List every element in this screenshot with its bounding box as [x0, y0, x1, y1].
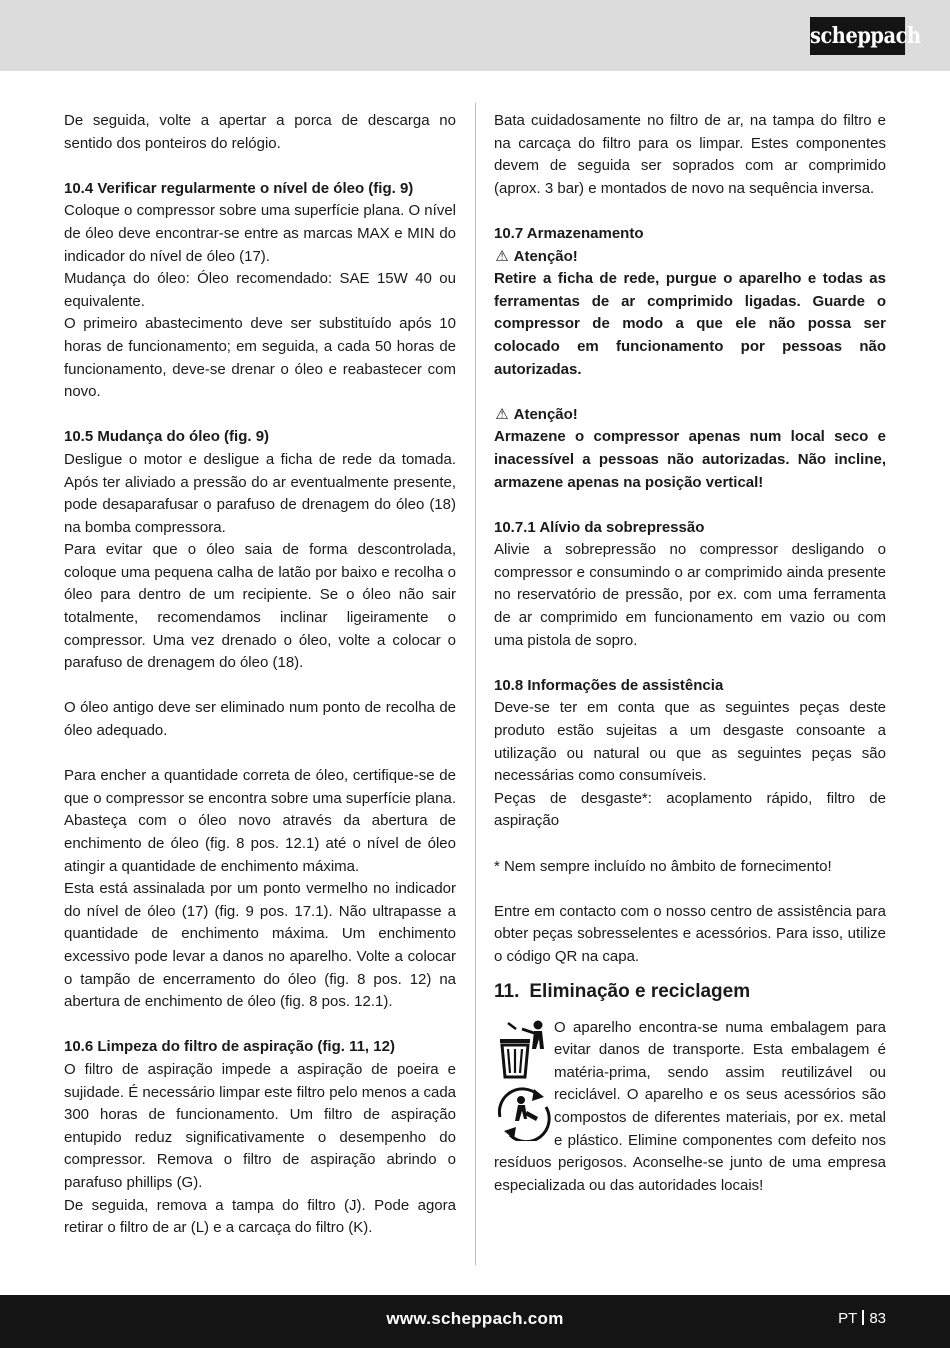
paragraph: Para encher a quantidade correta de óleo, certifique-se de que o compressor se encontra sobre uma superfície plana. Abasteça com o óleo novo através da abertura de enchimento de óleo (fig. 8 pos. 12.1) até o nível de óleo atingir a quantidade de enchimento máxima. — [64, 767, 456, 875]
language-code: PT — [838, 1310, 858, 1327]
section-heading: 10.4 Verificar regularmente o nível de óleo (fig. 9) — [64, 179, 414, 197]
warning-label-text: Atenção! — [513, 247, 578, 265]
section-heading: 10.5 Mudança do óleo (fig. 9) — [64, 428, 270, 446]
disposal-icons — [494, 1017, 554, 1149]
paragraph: O primeiro abastecimento deve ser substituído após 10 horas de funcionamento; em seguida, a cada 50 horas de funcionamento, deve-se drenar o óleo e reabastecer com novo. — [64, 315, 456, 401]
paragraph: Mudança do óleo: Óleo recomendado: SAE 15W 40 ou equivalente. — [64, 270, 456, 310]
section-heading: 10.8 Informações de assistência — [494, 676, 724, 694]
page-footer — [0, 1295, 950, 1348]
paragraph: Peças de desgaste*: acoplamento rápido, filtro de aspiração — [494, 789, 886, 830]
warning-text: Armazene o compressor apenas num local seco e inacessível a pessoas não autorizadas. Não incline, armazene apenas na posição vertical! — [494, 428, 886, 491]
warning-label — [494, 246, 886, 269]
trash-bin-icon — [494, 1019, 550, 1081]
paragraph: De seguida, remova a tampa do filtro (J). Pode agora retirar o filtro de ar (L) e a carcaça do filtro (K). — [64, 1196, 456, 1237]
page-header — [0, 0, 950, 71]
warning-label — [494, 404, 886, 427]
paragraph: Entre em contacto com o nosso centro de assistência para obter peças sobresselentes e acessórios. Para isso, utilize o código QR na capa. — [494, 902, 886, 965]
page-number — [838, 1310, 886, 1327]
left-column — [64, 110, 456, 1240]
paragraph: O óleo antigo deve ser eliminado num ponto de recolha de óleo adequado. — [64, 699, 456, 740]
paragraph: De seguida, volte a apertar a porca de descarga no sentido dos ponteiros do relógio. — [64, 112, 456, 152]
chapter-title-text: Eliminação e reciclagem — [529, 980, 751, 1002]
page-number-value: 83 — [869, 1310, 886, 1327]
paragraph: Bata cuidadosamente no filtro de ar, na tampa do filtro e na carcaça do filtro para os limpar. Estes componentes devem de seguida ser soprados com ar comprimido (aprox. 3 bar) e montados de novo na sequência inversa. — [494, 112, 886, 197]
paragraph: Alivie a sobrepressão no compressor desligando o compressor e consumindo o ar comprimido ainda presente no reservatório de pressão, por ex. com uma ferramenta de ar comprimido em funcionamento em vazio ou com uma pistola de sopro. — [494, 541, 886, 649]
warning-label-text: Atenção! — [513, 405, 578, 423]
disposal-section — [494, 1017, 886, 1198]
brand-logo: scheppach — [810, 17, 905, 55]
section-heading: 10.6 Limpeza do filtro de aspiração (fig. 11, 12) — [64, 1038, 395, 1056]
paragraph: O filtro de aspiração impede a aspiração de poeira e sujidade. É necessário limpar este filtro pelo menos a cada 300 horas de funcionamento. Um filtro de aspiração entupido reduz significativamente o desempenho do compressor. Remova o filtro de aspiração abrindo o parafuso phillips (G). — [64, 1060, 456, 1191]
paragraph: O aparelho encontra-se numa embalagem para evitar danos de transporte. Esta embalagem é matéria-prima, sendo assim reutilizável ou reciclável. O aparelho e os seus acessórios são compostos de diferentes materiais, por ex. metal e plástico. Elimine componentes com defeito nos resíduos perigosos. Aconselhe-se junto de uma empresa especializada ou das autoridades locais! — [494, 1018, 886, 1194]
paragraph: Coloque o compressor sobre uma superfície plana. O nível de óleo deve encontrar-se entre as marcas MAX e MIN do indicador do nível de óleo (17). — [64, 202, 456, 265]
footnote: * Nem sempre incluído no âmbito de fornecimento! — [494, 857, 832, 875]
paragraph: Esta está assinalada por um ponto vermelho no indicador do nível de óleo (17) (fig. 9 pos. 17.1). Não ultrapasse a quantidade de enchimento máxima. Um enchimento excessivo pode levar a danos no aparelho. Volte a colocar o tampão de encerramento do óleo (fig. 8 pos. 12) na abertura de enchimento de óleo (fig. 8 pos. 12.1). — [64, 880, 456, 1011]
paragraph: Desligue o motor e desligue a ficha de rede da tomada. Após ter aliviado a pressão do ar eventualmente presente, pode desaparafusar o parafuso de drenagem do óleo (18) na bomba compressora. — [64, 450, 456, 536]
warning-triangle-icon: ⚠ — [495, 405, 509, 423]
paragraph: Para evitar que o óleo saia de forma descontrolada, coloque uma pequena calha de latão por baixo e recolha o óleo para dentro de um recipiente. Se o óleo não sair totalmente, recomendamos inclinar ligeiramente o compressor. Uma vez drenado o óleo, volte a colocar o parafuso de drenagem do óleo (18). — [64, 541, 456, 672]
warning-text: Retire a ficha de rede, purgue o aparelho e todas as ferramentas de ar comprimido ligadas. Guarde o compressor de modo a que ele não possa ser colocado em funcionamento por pessoas não autorizadas. — [494, 270, 886, 378]
paragraph: Deve-se ter em conta que as seguintes peças deste produto estão sujeitas a um desgaste consoante a utilização ou natural ou que as seguintes peças são necessárias como consumíveis. — [494, 699, 886, 785]
column-divider — [475, 103, 476, 1265]
right-column — [494, 110, 886, 1197]
warning-triangle-icon: ⚠ — [495, 247, 509, 265]
recycling-icon — [494, 1083, 552, 1141]
separator — [862, 1310, 864, 1325]
section-heading: 10.7.1 Alívio da sobrepressão — [494, 518, 705, 536]
chapter-title — [494, 979, 886, 1005]
chapter-number: 11. — [494, 980, 520, 1002]
website-link[interactable]: www.scheppach.com — [386, 1309, 564, 1328]
section-heading: 10.7 Armazenamento — [494, 224, 644, 242]
